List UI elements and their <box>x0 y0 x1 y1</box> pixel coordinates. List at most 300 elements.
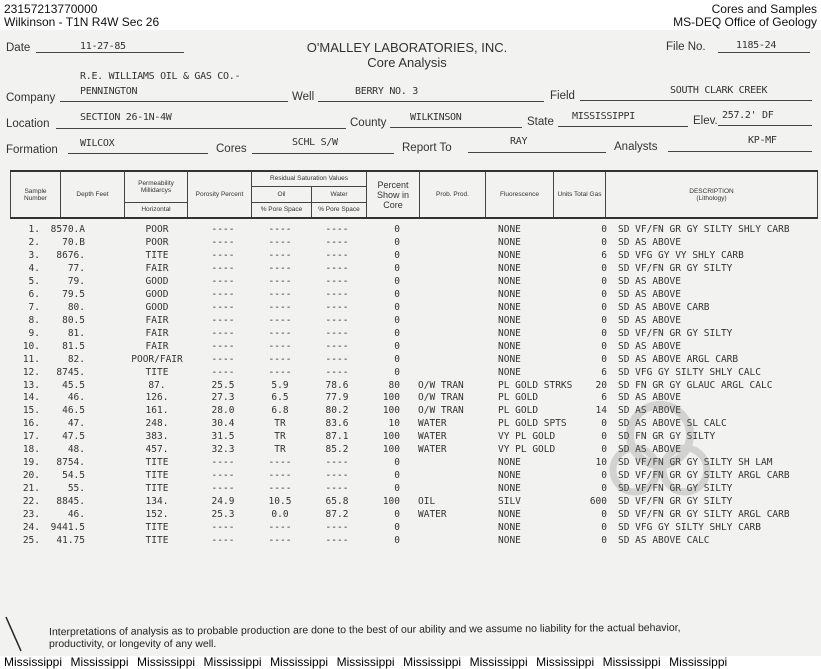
cell-permeability: FAIR <box>145 262 169 274</box>
header-horizontal: Horizontal <box>125 202 188 218</box>
cell-fluorescence: NONE <box>498 314 521 326</box>
cell-total-gas: 0 <box>601 483 607 495</box>
cell-fluorescence: NONE <box>498 366 521 378</box>
cell-fluorescence: PL GOLD STRKS <box>498 379 573 391</box>
header-total-gas: Units Total Gas <box>554 171 606 218</box>
cell-percent-show: 100 <box>382 444 400 456</box>
cell-description: SD AS ABOVE <box>618 314 681 326</box>
footer-word: Mississippi <box>669 655 728 669</box>
header-prob-prod: Prob. Prod. <box>420 171 486 218</box>
cores-label: Cores <box>216 143 247 155</box>
cell-depth: 79.5 <box>62 288 85 300</box>
cell-total-gas: 6 <box>601 392 607 404</box>
cell-oil-saturation: ---- <box>268 249 292 261</box>
cell-fluorescence: PL GOLD <box>498 392 539 404</box>
cell-permeability: POOR <box>145 236 169 248</box>
cell-sample-number: 12. <box>22 366 40 378</box>
cell-description: SD VF/FN GR GY SILTY <box>618 262 733 274</box>
cell-water-saturation: ---- <box>325 340 349 352</box>
cell-porosity: 32.3 <box>211 444 235 456</box>
cell-permeability: FAIR <box>145 340 169 352</box>
cell-percent-show: 0 <box>394 366 400 378</box>
analysts-value: KP-MF <box>748 135 777 146</box>
cell-permeability: TITE <box>145 366 169 378</box>
cell-total-gas: 0 <box>601 314 607 326</box>
footer-state-repeat <box>4 655 736 669</box>
cell-percent-show: 0 <box>394 353 400 365</box>
cell-percent-show: 100 <box>382 392 400 404</box>
cell-water-saturation: ---- <box>325 470 349 482</box>
cell-oil-saturation: TR <box>274 444 286 456</box>
cell-fluorescence: NONE <box>498 301 521 313</box>
cell-description: SD VF/FN GR GY SILTY SH LAM <box>618 457 773 469</box>
cell-porosity: ---- <box>211 535 235 547</box>
cell-total-gas: 0 <box>601 275 607 287</box>
cell-sample-number: 11. <box>22 353 40 365</box>
cell-sample-number: 10. <box>22 340 40 352</box>
cell-depth: 46. <box>67 392 85 404</box>
cell-oil-saturation: ---- <box>268 224 292 235</box>
cell-depth: 82. <box>67 353 85 365</box>
well-api-number: 23157213770000 <box>4 2 98 16</box>
cell-water-saturation: 78.6 <box>325 379 349 391</box>
cell-percent-show: 0 <box>394 535 400 547</box>
cell-fluorescence: NONE <box>498 535 521 547</box>
cell-prob-prod: WATER <box>418 509 447 521</box>
cell-permeability: FAIR <box>145 314 169 326</box>
footer-word: Mississippi <box>336 655 395 669</box>
cell-water-saturation: ---- <box>325 457 349 469</box>
cell-depth: 54.5 <box>62 470 85 482</box>
cell-description: SD FN GR GY GLAUC ARGL CALC <box>618 379 773 391</box>
cell-sample-number: 5. <box>28 275 40 287</box>
cell-depth: 45.5 <box>62 379 85 391</box>
cell-oil-saturation: ---- <box>268 457 292 469</box>
cell-water-saturation: ---- <box>325 314 349 326</box>
cell-description: SD VF/FN GR GY SILTY <box>618 496 733 508</box>
cell-fluorescence: PL GOLD SPTS <box>498 418 567 430</box>
cell-oil-saturation: 0.0 <box>271 509 289 521</box>
cell-total-gas: 0 <box>601 353 607 365</box>
cell-sample-number: 4. <box>28 262 40 274</box>
footer-word: Mississippi <box>536 655 595 669</box>
cell-water-saturation: ---- <box>325 522 349 534</box>
cell-permeability: POOR <box>145 224 169 235</box>
cell-description: SD AS ABOVE <box>618 275 681 287</box>
cell-fluorescence: NONE <box>498 457 521 469</box>
cell-description: SD VF/FN GR GY SILTY <box>618 483 733 495</box>
footer-word: Mississippi <box>270 655 329 669</box>
state-value: MISSISSIPPI <box>572 111 635 122</box>
cell-permeability: 161. <box>145 405 169 417</box>
header-water: Water <box>312 186 367 202</box>
cell-sample-number: 16. <box>22 418 40 430</box>
cell-sample-number: 7. <box>28 301 40 313</box>
cell-depth: 8845. <box>56 496 85 508</box>
cell-permeability: TITE <box>145 249 169 261</box>
cell-total-gas: 0 <box>601 340 607 352</box>
cell-oil-saturation: ---- <box>268 353 292 365</box>
cell-water-saturation: ---- <box>325 275 349 287</box>
cell-water-saturation: 65.8 <box>325 496 349 508</box>
cell-porosity: ---- <box>211 470 235 482</box>
header-depth: Depth Feet <box>61 171 125 218</box>
disclaimer-line2: productivity, or longevity of any well. <box>49 638 217 650</box>
cell-water-saturation: ---- <box>325 224 349 235</box>
cell-permeability: 126. <box>145 392 169 404</box>
cell-porosity: ---- <box>211 353 235 365</box>
cell-oil-saturation: 10.5 <box>268 496 292 508</box>
cell-permeability: TITE <box>145 470 169 482</box>
cell-depth: 80. <box>67 301 85 313</box>
cell-fluorescence: NONE <box>498 340 521 352</box>
date-value: 11-27-85 <box>80 41 126 52</box>
cell-description: SD AS ABOVE <box>618 392 681 404</box>
cell-depth: 8570.A <box>50 224 85 235</box>
footer-word: Mississippi <box>4 655 63 669</box>
cell-porosity: ---- <box>211 262 235 274</box>
cell-total-gas: 0 <box>601 522 607 534</box>
cell-total-gas: 0 <box>601 418 607 430</box>
cell-oil-saturation: ---- <box>268 535 292 547</box>
cell-oil-saturation: ---- <box>268 327 292 339</box>
location-label: Location <box>6 118 50 130</box>
cell-fluorescence: NONE <box>498 327 521 339</box>
report-subtitle: Core Analysis <box>367 55 447 70</box>
cell-water-saturation: ---- <box>325 262 349 274</box>
cell-total-gas: 0 <box>601 236 607 248</box>
cell-total-gas: 0 <box>601 509 607 521</box>
cell-water-saturation: ---- <box>325 249 349 261</box>
elev-label: Elev. <box>693 115 718 127</box>
cell-fluorescence: NONE <box>498 509 521 521</box>
cell-percent-show: 80 <box>388 379 400 391</box>
cell-total-gas: 10 <box>595 457 607 469</box>
cell-total-gas: 0 <box>601 262 607 274</box>
cell-sample-number: 14. <box>22 392 40 404</box>
cell-fluorescence: VY PL GOLD <box>498 444 556 456</box>
agency-label: MS-DEQ Office of Geology <box>673 15 817 29</box>
cell-percent-show: 0 <box>394 470 400 482</box>
cell-oil-saturation: ---- <box>268 366 292 378</box>
cell-depth: 70.B <box>62 236 85 248</box>
cell-total-gas: 0 <box>601 224 607 235</box>
cell-depth: 8676. <box>56 249 85 261</box>
cell-fluorescence: NONE <box>498 262 521 274</box>
formation-value: WILCOX <box>80 138 115 149</box>
cell-percent-show: 0 <box>394 262 400 274</box>
cell-sample-number: 17. <box>22 431 40 443</box>
cell-description: SD AS ABOVE <box>618 444 681 456</box>
cell-total-gas: 0 <box>601 444 607 456</box>
header-percent-show: Percent Show in Core <box>367 171 420 218</box>
cell-oil-saturation: TR <box>274 431 286 443</box>
county-value: WILKINSON <box>410 112 462 123</box>
cell-water-saturation: ---- <box>325 288 349 300</box>
cell-porosity: 27.3 <box>211 392 235 404</box>
cell-description: SD AS ABOVE <box>618 288 681 300</box>
cell-porosity: ---- <box>211 249 235 261</box>
cell-sample-number: 25. <box>22 535 40 547</box>
header-fluorescence: Fluorescence <box>486 171 554 218</box>
cell-permeability: 87. <box>148 379 166 391</box>
cell-porosity: 30.4 <box>211 418 235 430</box>
cell-prob-prod: O/W TRAN <box>418 379 464 391</box>
cell-permeability: TITE <box>145 483 169 495</box>
cell-permeability: GOOD <box>145 301 169 313</box>
state-label: State <box>527 116 554 128</box>
cell-prob-prod: OIL <box>418 496 436 508</box>
cell-permeability: 152. <box>145 509 169 521</box>
cell-porosity: ---- <box>211 224 235 235</box>
cell-sample-number: 3. <box>28 249 40 261</box>
cell-percent-show: 0 <box>394 249 400 261</box>
field-label: Field <box>550 90 575 102</box>
header-permeability: Permeability Millidarcys <box>125 171 188 202</box>
cell-description: SD VFG GY SILTY SHLY CALC <box>618 366 761 378</box>
cell-permeability: TITE <box>145 535 169 547</box>
cell-water-saturation: 87.2 <box>325 509 349 521</box>
cell-depth: 80.5 <box>62 314 85 326</box>
cell-permeability: 457. <box>145 444 169 456</box>
lab-name: O'MALLEY LABORATORIES, INC. <box>306 40 508 55</box>
company-label: Company <box>6 92 56 104</box>
cell-oil-saturation: ---- <box>268 470 292 482</box>
cell-oil-saturation: ---- <box>268 262 292 274</box>
cell-description: SD AS ABOVE CALC <box>618 535 710 547</box>
cell-description: SD VF/FN GR GY SILTY ARGL CARB <box>618 470 790 482</box>
footer-word: Mississippi <box>137 655 196 669</box>
cell-permeability: TITE <box>145 522 169 534</box>
cell-oil-saturation: ---- <box>268 275 292 287</box>
well-label: Well <box>292 91 315 103</box>
cell-total-gas: 0 <box>601 288 607 300</box>
footer-word: Mississippi <box>602 655 661 669</box>
table-header <box>10 170 818 219</box>
header-residual-saturation: Residual Saturation Values <box>252 171 367 186</box>
cell-total-gas: 0 <box>601 301 607 313</box>
cell-sample-number: 9. <box>28 327 40 339</box>
cell-fluorescence: NONE <box>498 483 521 495</box>
cell-porosity: ---- <box>211 366 235 378</box>
cell-fluorescence: VY PL GOLD <box>498 431 556 443</box>
cell-porosity: ---- <box>211 327 235 339</box>
cell-water-saturation: ---- <box>325 353 349 365</box>
field-value: SOUTH CLARK CREEK <box>670 85 768 96</box>
cell-sample-number: 6. <box>28 288 40 300</box>
cell-porosity: ---- <box>211 314 235 326</box>
footer-word: Mississippi <box>70 655 129 669</box>
collection-label: Cores and Samples <box>711 2 817 16</box>
cell-prob-prod: O/W TRAN <box>418 392 464 404</box>
cell-fluorescence: NONE <box>498 236 521 248</box>
cell-description: SD FN GR GY SILTY <box>618 431 716 443</box>
formation-label: Formation <box>6 144 58 156</box>
cell-percent-show: 0 <box>394 457 400 469</box>
cell-sample-number: 8. <box>28 314 40 326</box>
cell-fluorescence: NONE <box>498 249 521 261</box>
cell-water-saturation: 85.2 <box>325 444 349 456</box>
company-value-line1: R.E. WILLIAMS OIL & GAS CO.- <box>80 71 241 82</box>
cell-depth: 81.5 <box>62 340 85 352</box>
cell-percent-show: 0 <box>394 340 400 352</box>
cell-description: SD VF/FN GR GY SILTY <box>618 327 733 339</box>
cell-description: SD AS ABOVE <box>618 405 681 417</box>
cell-permeability: GOOD <box>145 288 169 300</box>
cell-porosity: 25.3 <box>211 509 235 521</box>
cell-sample-number: 22. <box>22 496 40 508</box>
cell-permeability: 134. <box>145 496 169 508</box>
cell-depth: 8754. <box>56 457 85 469</box>
cell-percent-show: 100 <box>382 431 400 443</box>
cell-water-saturation: ---- <box>325 327 349 339</box>
cell-permeability: TITE <box>145 457 169 469</box>
cell-depth: 79. <box>67 275 85 287</box>
cell-oil-saturation: 6.8 <box>271 405 289 417</box>
cell-total-gas: 6 <box>601 366 607 378</box>
header-sample-number: Sample Number <box>11 171 61 218</box>
cell-porosity: ---- <box>211 288 235 300</box>
cell-depth: 55. <box>67 483 85 495</box>
cell-permeability: 383. <box>145 431 169 443</box>
cell-permeability: 248. <box>145 418 169 430</box>
cell-prob-prod: WATER <box>418 418 447 430</box>
cell-depth: 47. <box>67 418 85 430</box>
header-lithology: (Lithology) <box>696 194 727 202</box>
cell-percent-show: 0 <box>394 509 400 521</box>
cell-depth: 8745. <box>56 366 85 378</box>
header-oil-pore-space: % Pore Space <box>252 202 312 218</box>
cell-porosity: ---- <box>211 340 235 352</box>
cell-total-gas: 14 <box>595 405 607 417</box>
report-to-value: RAY <box>510 136 528 147</box>
cell-water-saturation: ---- <box>325 535 349 547</box>
cell-sample-number: 24. <box>22 522 40 534</box>
cell-sample-number: 23. <box>22 509 40 521</box>
cell-sample-number: 15. <box>22 405 40 417</box>
cell-oil-saturation: TR <box>274 418 286 430</box>
cell-water-saturation: ---- <box>325 301 349 313</box>
cell-description: SD AS ABOVE ARGL CARB <box>618 353 739 365</box>
report-to-label: Report To <box>402 142 452 154</box>
cell-description: SD AS ABOVE <box>618 236 681 248</box>
cell-oil-saturation: ---- <box>268 236 292 248</box>
cell-porosity: ---- <box>211 275 235 287</box>
cell-fluorescence: NONE <box>498 275 521 287</box>
cell-percent-show: 0 <box>394 224 400 235</box>
cell-sample-number: 19. <box>22 457 40 469</box>
cell-description: SD AS ABOVE <box>618 340 681 352</box>
cell-permeability: FAIR <box>145 327 169 339</box>
cell-percent-show: 100 <box>382 496 400 508</box>
cell-oil-saturation: 5.9 <box>271 379 289 391</box>
disclaimer-line1: Interpretations of analysis as to probable production are done to the best of our ability and we assume no liability for the actual behavior, <box>48 621 681 639</box>
cell-permeability: POOR/FAIR <box>131 353 183 365</box>
county-label: County <box>350 117 387 129</box>
mdeq-watermark-logo <box>600 395 720 535</box>
cell-permeability: GOOD <box>145 275 169 287</box>
file-no-label: File No. <box>666 41 706 53</box>
cell-percent-show: 0 <box>394 301 400 313</box>
date-label: Date <box>6 42 31 54</box>
pen-mark <box>4 615 24 655</box>
cell-water-saturation: ---- <box>325 366 349 378</box>
cell-porosity: 24.9 <box>211 496 235 508</box>
cell-fluorescence: PL GOLD <box>498 405 539 417</box>
cell-sample-number: 2. <box>28 236 40 248</box>
cell-porosity: ---- <box>211 457 235 469</box>
cell-sample-number: 13. <box>22 379 40 391</box>
cell-percent-show: 100 <box>382 405 400 417</box>
cell-depth: 46. <box>67 509 85 521</box>
analysts-label: Analysts <box>614 141 658 153</box>
cell-sample-number: 1. <box>28 224 40 235</box>
cell-total-gas: 20 <box>595 379 607 391</box>
cell-porosity: 25.5 <box>211 379 235 391</box>
cell-depth: 77. <box>67 262 85 274</box>
cell-total-gas: 600 <box>589 496 607 508</box>
cell-water-saturation: ---- <box>325 483 349 495</box>
cell-porosity: 28.0 <box>211 405 235 417</box>
cell-porosity: ---- <box>211 522 235 534</box>
footer-word: Mississippi <box>403 655 462 669</box>
cell-description: SD VFG GY SILTY SHLY CARB <box>618 522 761 534</box>
header-description: DESCRIPTION <box>689 187 734 195</box>
cell-percent-show: 0 <box>394 314 400 326</box>
cell-fluorescence: NONE <box>498 224 521 235</box>
cell-percent-show: 0 <box>394 522 400 534</box>
cell-total-gas: 6 <box>601 249 607 261</box>
cell-oil-saturation: ---- <box>268 340 292 352</box>
cell-depth: 9441.5 <box>50 522 85 534</box>
cell-description: SD VFG GY VY SHLY CARB <box>618 249 744 261</box>
cell-percent-show: 10 <box>388 418 400 430</box>
elev-value: 257.2' DF <box>722 110 774 121</box>
cell-porosity: ---- <box>211 301 235 313</box>
cell-description: SD VF/FN GR GY SILTY ARGL CARB <box>618 509 790 521</box>
header-porosity: Porosity Percent <box>188 171 252 218</box>
cell-oil-saturation: ---- <box>268 483 292 495</box>
cell-sample-number: 20. <box>22 470 40 482</box>
cell-description: SD AS ABOVE SL CALC <box>618 418 727 430</box>
cell-depth: 41.75 <box>56 535 85 547</box>
cell-percent-show: 0 <box>394 275 400 287</box>
cell-oil-saturation: ---- <box>268 301 292 313</box>
cell-fluorescence: NONE <box>498 288 521 300</box>
cell-fluorescence: SILV <box>498 496 521 508</box>
cell-prob-prod: WATER <box>418 431 447 443</box>
footer-word: Mississippi <box>469 655 528 669</box>
cell-depth: 47.5 <box>62 431 85 443</box>
cell-depth: 81. <box>67 327 85 339</box>
cell-porosity: 31.5 <box>211 431 235 443</box>
cell-porosity: ---- <box>211 236 235 248</box>
cell-water-saturation: 80.2 <box>325 405 349 417</box>
cell-oil-saturation: 6.5 <box>271 392 289 404</box>
file-no-value: 1185-24 <box>736 40 777 51</box>
cell-oil-saturation: ---- <box>268 314 292 326</box>
cell-total-gas: 0 <box>601 535 607 547</box>
company-value-line2: PENNINGTON <box>80 86 138 97</box>
cell-water-saturation: 83.6 <box>325 418 349 430</box>
well-location-caption: Wilkinson - T1N R4W Sec 26 <box>4 15 160 29</box>
cell-fluorescence: NONE <box>498 522 521 534</box>
cell-percent-show: 0 <box>394 327 400 339</box>
cell-fluorescence: NONE <box>498 470 521 482</box>
cell-sample-number: 21. <box>22 483 40 495</box>
well-value: BERRY NO. 3 <box>355 86 418 97</box>
cell-depth: 46.5 <box>62 405 85 417</box>
